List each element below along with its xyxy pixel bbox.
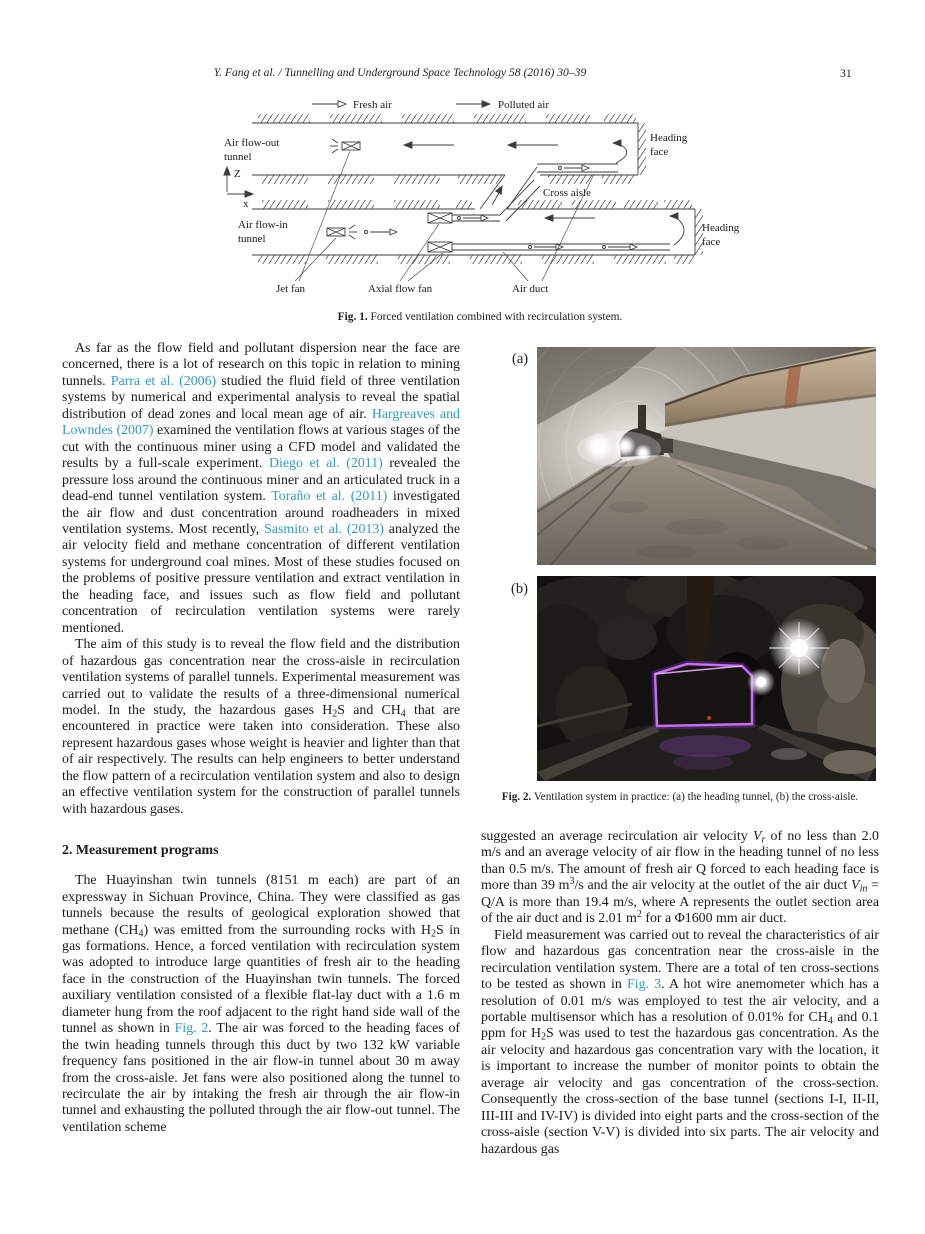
fig1-structure <box>252 101 703 264</box>
fig1-label-air-duct: Air duct <box>512 283 549 295</box>
fig1-legend-polluted-air: Polluted air <box>498 99 550 111</box>
right-column <box>481 345 879 1185</box>
paragraph: suggested an average recirculation air velocity $V_r$ of no less than 2.0 m/s and an average velocity of air flow in the heading tunnel of no less than 0.5 m/s. The amount of fresh air Q forced to each heading face is more than 39 $m^3/s$ and the air velocity at the outlet of the air duct $V_{in} = Q/A$ is more than 19.4 m/s, where A represents the outlet section area of the air duct and is 2.01 $m^2$ for a Φ1600 mm air duct. <box>481 829 880 927</box>
fig1-axis-z: Z <box>234 168 241 180</box>
citation-link[interactable]: Fig. 3 <box>627 977 662 993</box>
citation-link[interactable]: Diego et al. (2011) <box>268 456 383 472</box>
figure2-photo-a <box>537 347 876 565</box>
figure2-caption-label: Fig. 2. <box>501 791 532 803</box>
paragraph: The aim of this study is to reveal the flow field and the distribution of hazardous gas concentration near the cross-aisle in recirculation ventilation systems of parallel tunnels. Experimental measurement was carried out to validate the results of a three-dimensional numerical model. In the study, the hazardous gases $H_2S$ and $CH_4$ that are encountered in practice were taken into consideration. These also represent hazardous gases whose weight is heavier and lighter than that of air respectively. The results can help engineers to better understand the flow pattern of a recirculation ventilation system and also to design an effective ventilation system for the construction of parallel tunnels with hazardous gases. <box>62 637 460 817</box>
page-number: 31 <box>840 66 852 80</box>
figure1-caption: Fig. 1. Forced ventilation combined with recirculation system. <box>337 311 623 323</box>
figure2-panel-a-label: (a) <box>512 351 529 367</box>
fig1-label-cross-aisle: Cross aisle <box>543 187 591 199</box>
figure2-caption: Fig. 2. Ventilation system in practice: (a) the heading tunnel, (b) the cross-aisle. <box>501 791 859 803</box>
fig1-fans-ducts <box>327 139 670 252</box>
right-column-text <box>481 829 879 1158</box>
svg-text:tunnel: tunnel <box>224 151 252 163</box>
svg-text:face: face <box>702 236 721 248</box>
figure1-schematic <box>200 97 760 312</box>
paragraph: Field measurement was carried out to reveal the characteristics of air flow and hazardous gas concentration near the cross-aisle in the recirculation ventilation system. There are a total of ten cross-sections to be tested as shown in Fig. 3. A hot wire anemometer which has a resolution of 0.01 m/s was employed to test the air velocity, and a portable multisensor which has a resolution of 0.01% for $CH_4$ and 0.1 ppm for $H_2S$ was used to test the hazardous gas concentration. As the air velocity and hazardous gas concentration vary with the location, it is important to increase the number of monitor points to obtain the average air velocity and gas concentration of the cross-section. Consequently the cross-section of the base tunnel (sections I-I, II-II, III-III and IV-IV) is divided into eight parts and the cross-section of the cross-aisle (section V-V) is divided into six parts. The air velocity and hazardous gas <box>481 927 880 1157</box>
left-column <box>62 341 460 1136</box>
svg-text:tunnel: tunnel <box>238 233 266 245</box>
figure2-panel-b-label: (b) <box>511 581 528 597</box>
fig1-labels <box>224 99 740 295</box>
fig1-label-air-flow-in: Air flow-in <box>238 219 288 231</box>
fig1-label-jet-fan: Jet fan <box>276 283 306 295</box>
fig1-legend-fresh-air: Fresh air <box>353 99 392 111</box>
fig1-axis-x: x <box>243 198 249 210</box>
citation-link[interactable]: Sasmito et al. (2013) <box>264 521 384 537</box>
fig1-label-heading-face-bottom: Heading <box>702 222 740 234</box>
section-heading: 2. Measurement programs <box>62 843 219 859</box>
figure1-drawing <box>200 97 760 312</box>
paragraph: The Huayinshan twin tunnels (8151 m each) are part of an expressway in Sichuan Province, China. They were classified as gas tunnels because the results of geological exploration showed that methane $(CH_4)$ was emitted from the surrounding rocks with $H_2S$ in gas formations. Hence, a forced ventilation with recirculation system was adopted to introduce large quantities of fresh air to the heading face in the construction of the Huayinshan twin tunnels. The forced auxiliary ventilation consisted of a flexible flat-lay duct with a 1.6 m diameter hung from the roof adjacent to the right hand side wall of the tunnel as shown in Fig. 2. The air was forced to the heading faces of the twin heading tunnels through this duct by two 132 kW variable frequency fans positioned in the air flow-in tunnel about 30 m away from the cross-aisle. Jet fans were also positioned along the tunnel to recirculate the air by intaking the fresh air through the air flow-in tunnel and exhausting the polluted through the air flow-out tunnel. The ventilation scheme <box>62 873 461 1135</box>
paragraph: As far as the flow field and pollutant dispersion near the face are concerned, there is a lot of research on this topic in relation to mining tunnels. Parra et al. (2006) studied the fluid field of three ventilation systems by numerical and experimental analysis to reveal the spatial distribution of dead zones and local mean age of air. Hargreaves and Lowndes (2007) examined the ventilation flows at various stages of the cut with the continuous miner using a CFD model and validated the results by a full-scale experiment. Diego et al. (2011) revealed the pressure loss around the continuous miner and an articulated truck in a dead-end tunnel ventilation system. Toraño et al. (2011) investigated the air flow and dust concentration around roadheaders in mixed ventilation systems. Most recently, Sasmito et al. (2013) analyzed the air velocity field and methane concentration of different ventilation systems for underground coal mines. Most of these studies focused on the problems of positive pressure ventilation and extract ventilation in the heading face, and issues such as flow field and pollutant concentration of recirculation ventilation systems were rarely mentioned. <box>62 341 461 636</box>
fig1-label-air-flow-out: Air flow-out <box>224 137 280 149</box>
figure1-caption-label: Fig. 1. <box>337 311 368 323</box>
running-head: Y. Fang et al. / Tunnelling and Underground Space Technology 58 (2016) 30–39 <box>213 66 587 79</box>
svg-text:face: face <box>650 146 669 158</box>
citation-link[interactable]: Parra et al. (2006) <box>110 373 217 389</box>
citation-link[interactable]: Toraño et al. (2011) <box>271 489 388 505</box>
fig1-label-heading-face-top: Heading <box>650 132 688 144</box>
figure2-photo-b <box>537 576 876 781</box>
fig1-label-axial-flow-fan: Axial flow fan <box>368 283 433 295</box>
citation-link[interactable]: Fig. 2 <box>174 1021 209 1037</box>
citation-link[interactable]: Hargreaves and Lowndes (2007) <box>62 406 460 439</box>
